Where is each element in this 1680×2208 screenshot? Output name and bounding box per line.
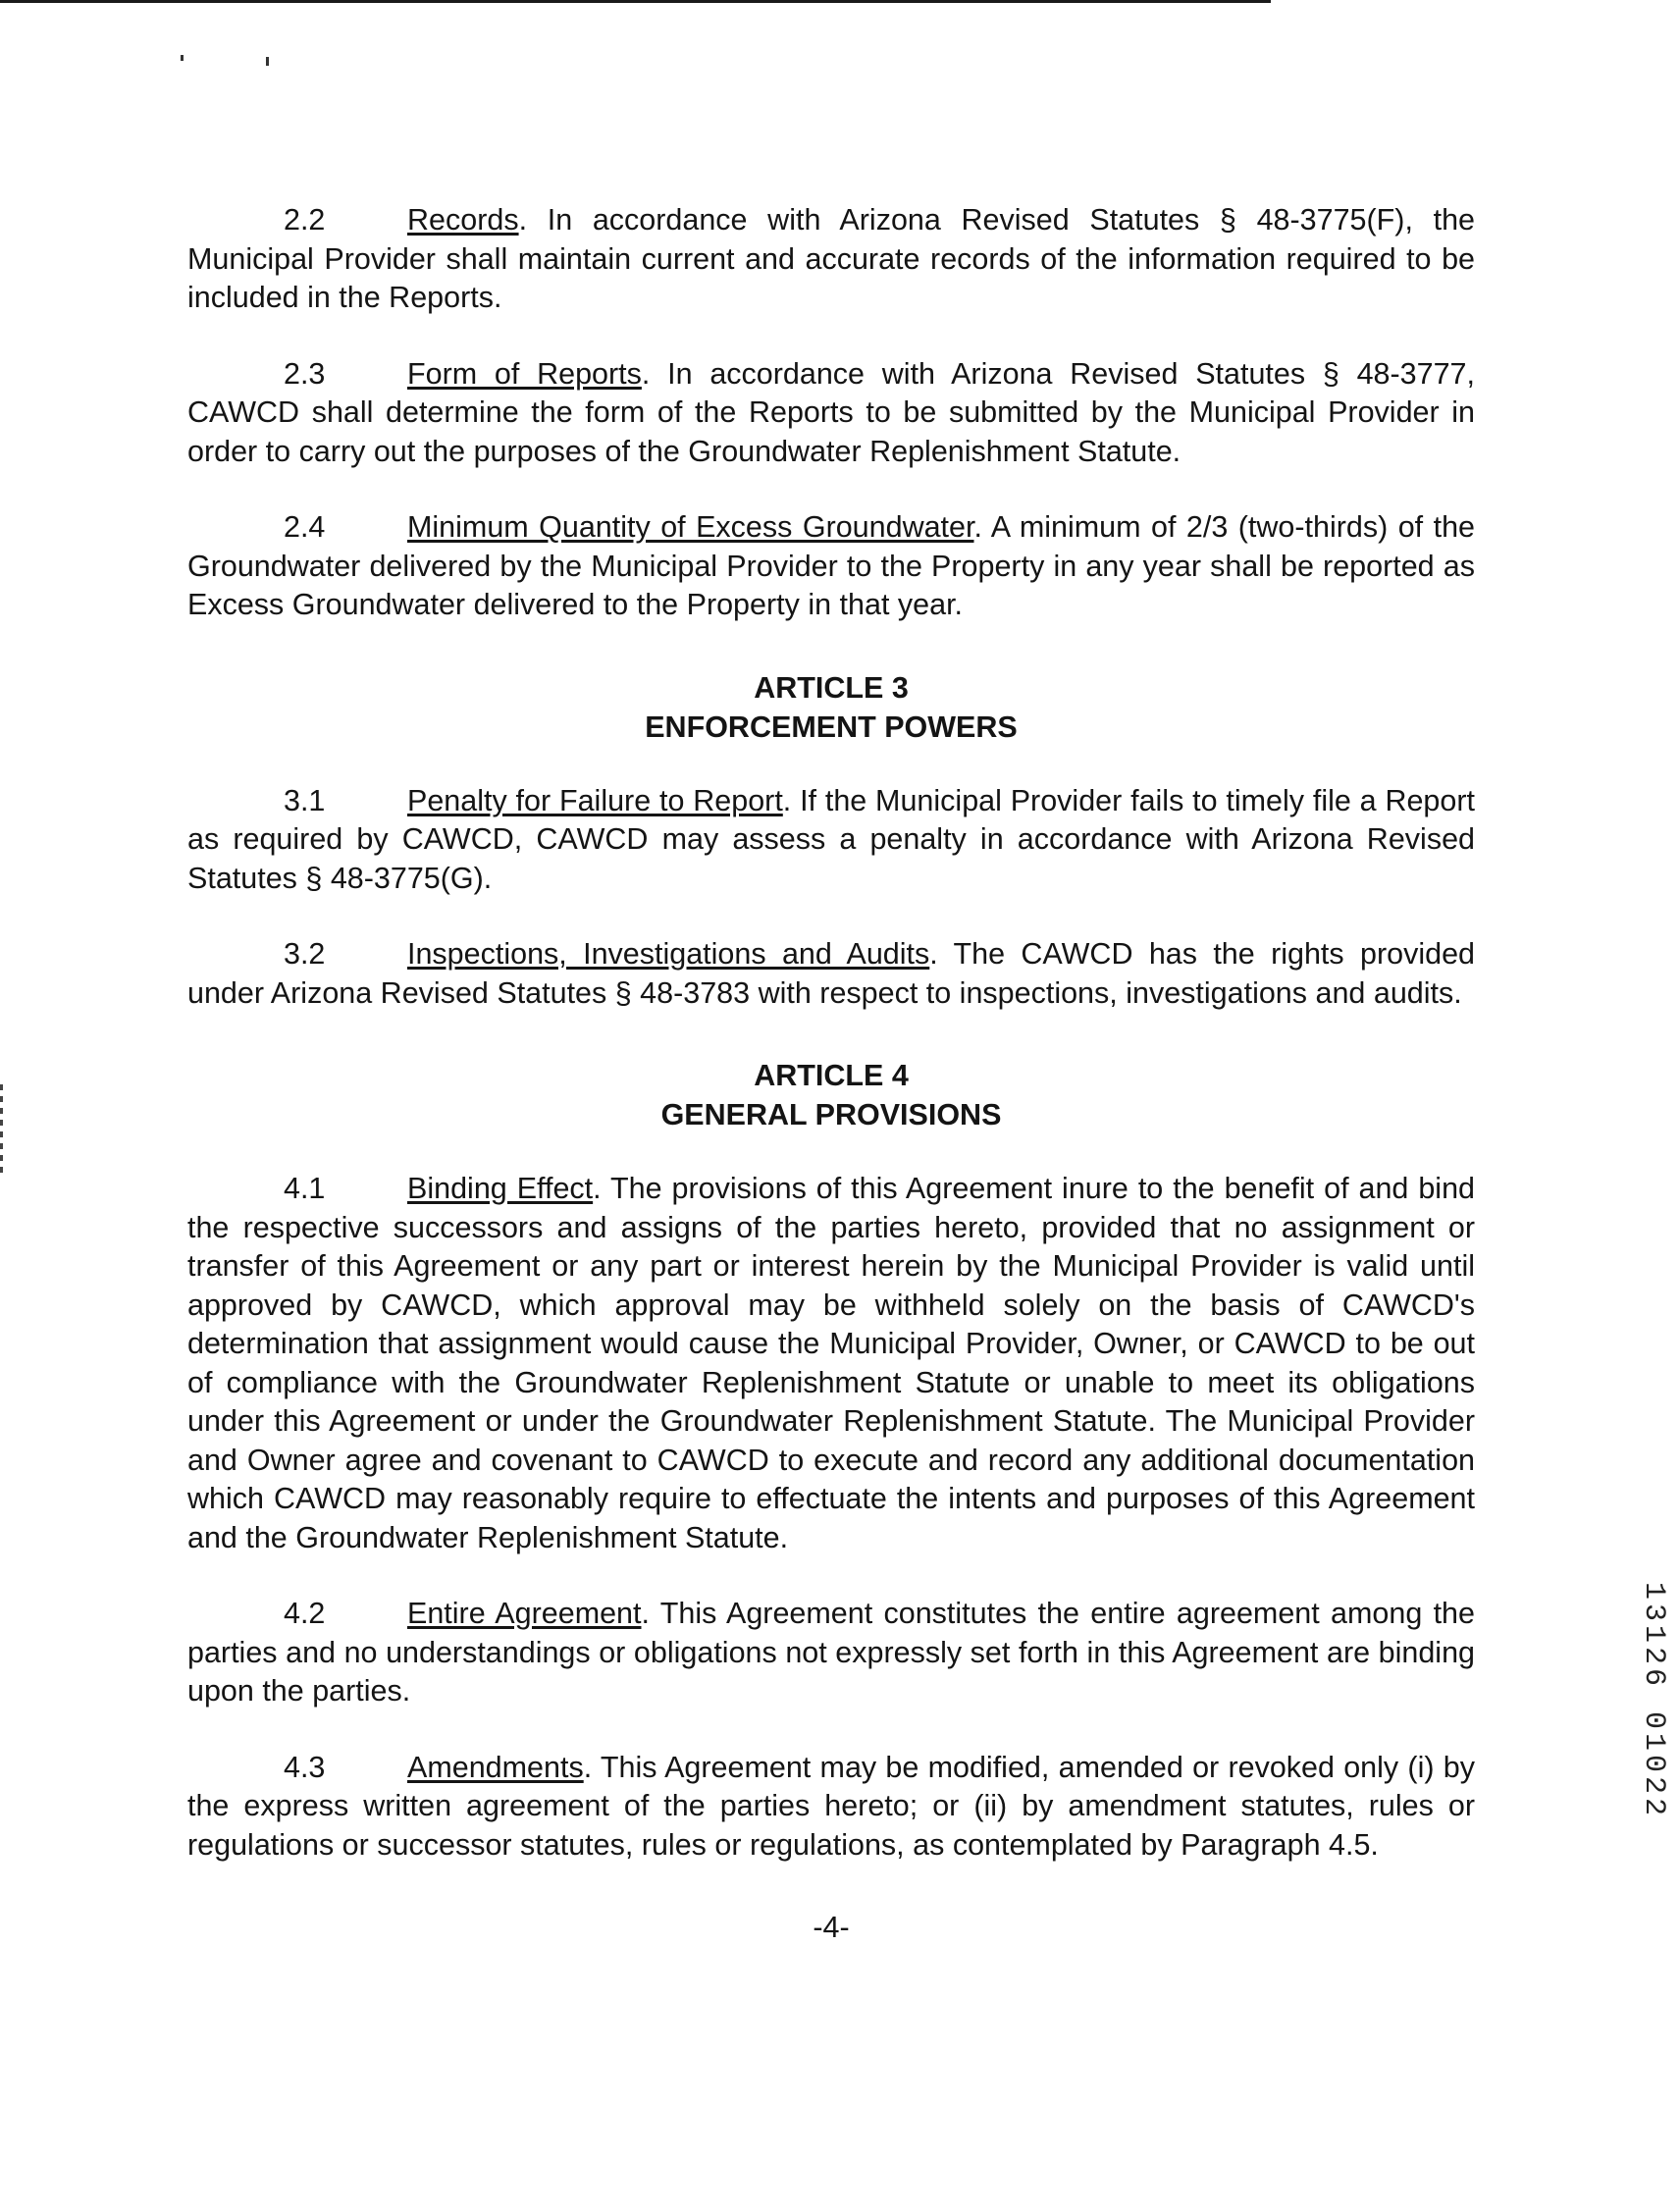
page-number: -4-: [813, 1911, 850, 1944]
top-border-rule: [0, 0, 1271, 3]
recording-number: 13126 01022: [1637, 1582, 1670, 1820]
section-text: . In accordance with Arizona Revised Statutes § 48-3777, CAWCD shall determine the form of the Reports to be submitted by the Municipal Provider in order to carry out the purposes of the Groundwater Replenishment Statute.: [187, 356, 1475, 468]
section-title: Minimum Quantity of Excess Groundwater: [407, 510, 974, 544]
section-number: 4.1: [284, 1172, 326, 1205]
section-text: . This Agreement constitutes the entire agreement among the parties and no understandings or obligations not expressly set forth in this Agreement are binding upon the parties.: [187, 1597, 1475, 1708]
scan-speck: [181, 55, 184, 61]
section-text: . This Agreement may be modified, amended or revoked only (i) by the express written agreement of the parties hereto; or (ii) by amendment statutes, rules or regulations or successor statutes, rules or regulations, as contemplated by Paragraph 4.5.: [187, 1750, 1475, 1862]
section-number: 2.2: [284, 203, 326, 237]
section-title: Binding Effect: [407, 1172, 594, 1205]
scan-edge-marks: [0, 1084, 3, 1173]
section-text: . The provisions of this Agreement inure to the benefit of and bind the respective successors and assigns of the parties hereto, provided that no assignment or transfer of this Agreement or any part or interest herein by the Municipal Provider is valid until approved by CAWCD, which approval may be withheld solely on the basis of CAWCD's determination that assignment would cause the Municipal Provider, Owner, or CAWCD to be out of compliance with the Groundwater Replenishment Statute or unable to meet its obligations under this Agreement or under the Groundwater Replenishment Statute. The Municipal Provider and Owner agree and covenant to CAWCD to execute and record any additional documentation which CAWCD may reasonably require to effectuate the intents and purposes of this Agreement and the Groundwater Replenishment Statute.: [187, 1172, 1475, 1554]
section-text: . In accordance with Arizona Revised Statutes § 48-3775(F), the Municipal Provider shall maintain current and accurate records of the information required to be included in the Reports.: [187, 203, 1475, 314]
section-4-2: [187, 1595, 1475, 1711]
section-number: 2.3: [284, 356, 326, 391]
article-4-label: ARTICLE 4: [754, 1059, 909, 1092]
recording-stamp: [1637, 1582, 1676, 1886]
section-title: Amendments: [407, 1750, 584, 1784]
section-2-3: [187, 355, 1475, 472]
section-number: 3.2: [284, 937, 326, 971]
section-2-4: [187, 508, 1475, 625]
section-text: . If the Municipal Provider fails to timely file a Report as required by CAWCD, CAWCD may assess a penalty in accordance with Arizona Revised Statutes § 48-3775(G).: [187, 783, 1475, 895]
section-title: Form of Reports: [407, 356, 642, 391]
section-title: Entire Agreement: [407, 1597, 642, 1630]
section-title: Inspections, Investigations and Audits: [407, 937, 930, 971]
section-4-3: [187, 1749, 1475, 1866]
section-number: 4.2: [284, 1597, 326, 1630]
section-number: 2.4: [284, 510, 326, 544]
section-4-1: [187, 1170, 1475, 1557]
section-3-2: [187, 935, 1475, 1013]
section-title: Records: [407, 203, 519, 237]
document-body: [187, 201, 1475, 1947]
scan-speck: [266, 57, 269, 66]
article-3-label: ARTICLE 3: [754, 670, 909, 705]
section-number: 3.1: [284, 783, 326, 817]
section-number: 4.3: [284, 1750, 326, 1784]
article-4-title: GENERAL PROVISIONS: [660, 1098, 1002, 1131]
section-2-2: [187, 201, 1475, 318]
section-3-1: [187, 782, 1475, 899]
section-text: . A minimum of 2/3 (two-thirds) of the Groundwater delivered by the Municipal Provider to the Property in any year shall be reported as Excess Groundwater delivered to the Property in that year.: [187, 510, 1475, 621]
section-title: Penalty for Failure to Report: [407, 783, 783, 817]
section-text: . The CAWCD has the rights provided under Arizona Revised Statutes § 48-3783 with respect to inspections, investigations and audits.: [187, 937, 1475, 1010]
article-3-title: ENFORCEMENT POWERS: [645, 710, 1018, 744]
